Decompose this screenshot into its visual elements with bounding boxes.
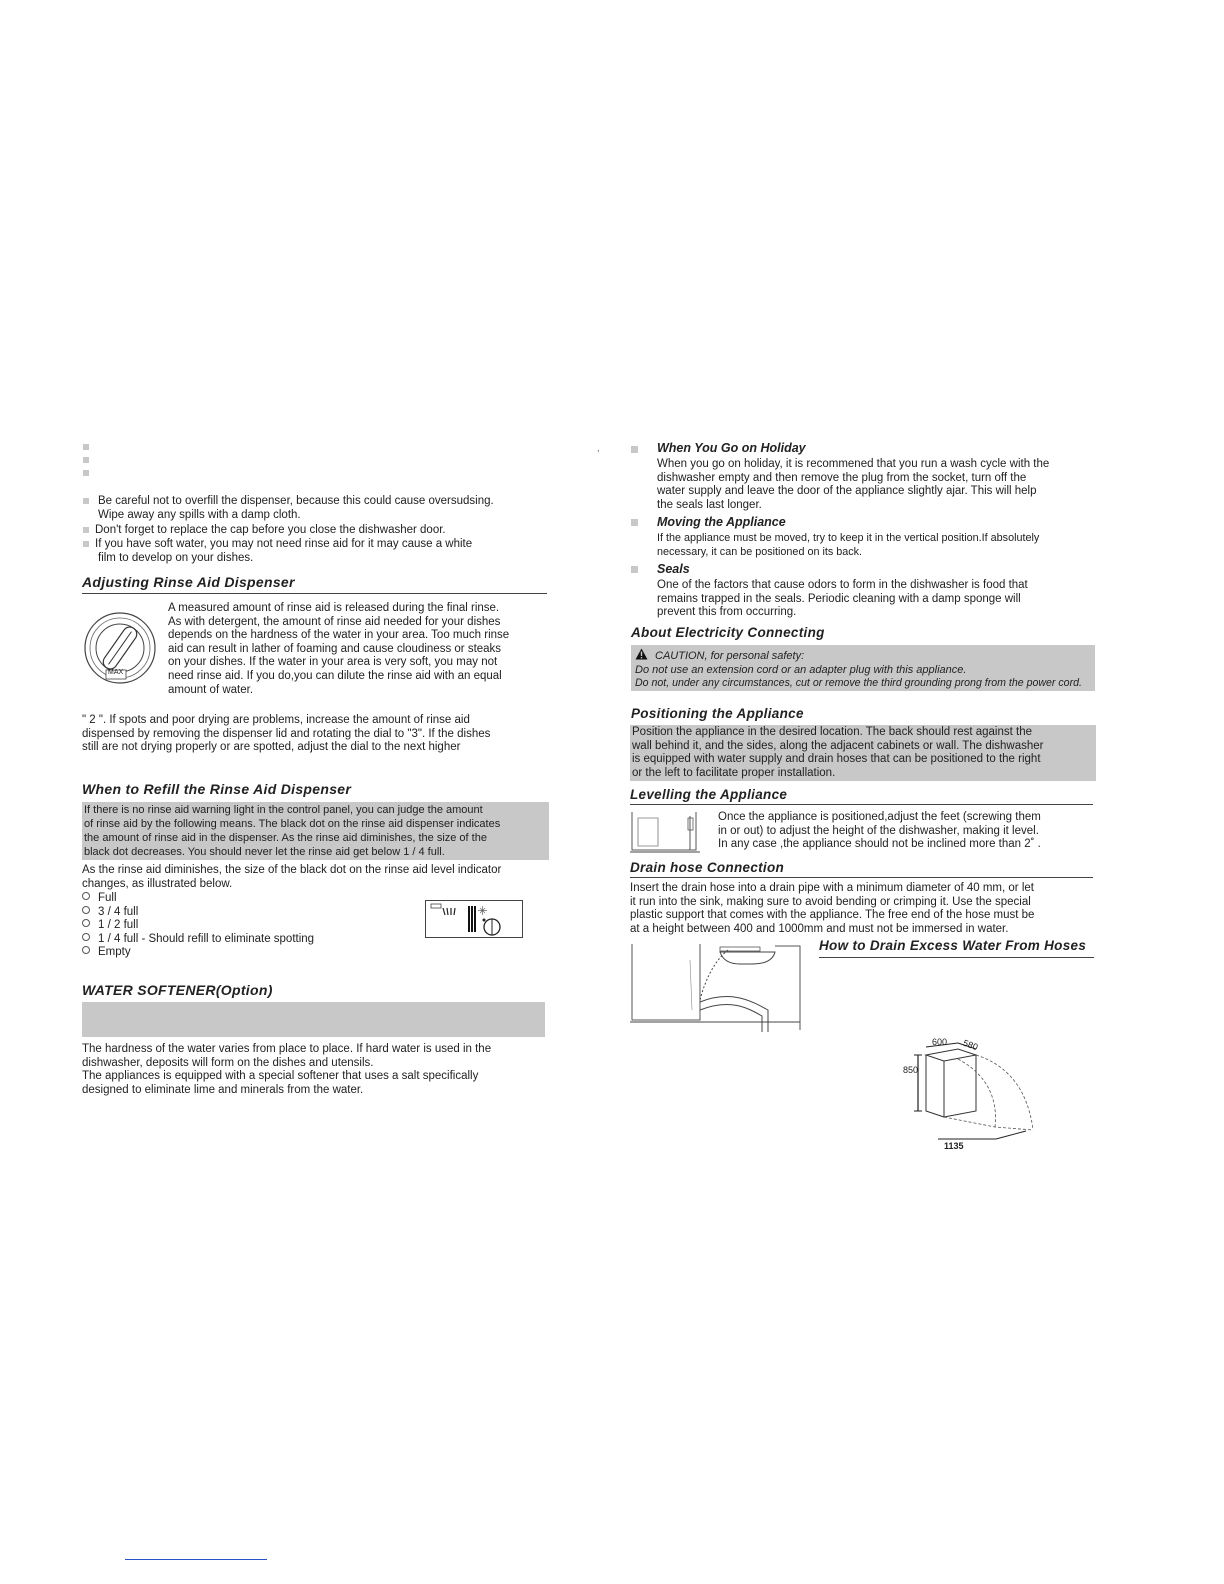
text-line: depends on the hardness of the water in your area. Too much rinse — [168, 629, 510, 642]
dial-max-label: MAX — [108, 669, 124, 676]
circle-bullet-icon — [82, 892, 90, 900]
seals-title: Seals — [657, 562, 690, 576]
adjust-dial-paragraph — [82, 714, 552, 755]
list-item: 1 / 4 full - Should refill to eliminate spotting — [82, 933, 412, 947]
positioning-box — [630, 725, 1096, 781]
text-line: at a height between 400 and 1000mm and must not be immersed in water. — [630, 922, 1009, 935]
text-line: plastic support that comes with the appliance. The free end of the hose must be — [630, 909, 1035, 922]
text-line: of rinse aid by the following means. The black dot on the rinse aid dispenser indicates — [84, 818, 501, 830]
bullet-line: Wipe away any spills with a damp cloth. — [98, 508, 301, 521]
text-line: water supply and leave the door of the appliance slightly ajar. This will help — [657, 485, 1037, 498]
adjust-paragraph — [168, 602, 558, 697]
levelling-diagram — [630, 810, 700, 854]
section-heading-softener: WATER SOFTENER(Option) — [82, 982, 273, 998]
rinse-level-indicator-icon — [425, 900, 523, 938]
text-line: Insert the drain hose into a drain pipe with a minimum diameter of 40 mm, or let — [630, 882, 1034, 894]
section-heading-electricity: About Electricity Connecting — [631, 625, 825, 640]
empty-bullet — [83, 470, 89, 476]
levelling-paragraph — [718, 811, 1098, 852]
text-line: it run into the sink, making sure to avoid bending or crimping it. Use the special — [630, 895, 1031, 908]
text-line: the amount of rinse aid in the dispenser. As the rinse aid diminishes, the size of the — [84, 832, 487, 844]
bullet-line: film to develop on your dishes. — [98, 551, 254, 564]
rinse-dial-icon — [80, 610, 160, 686]
circle-bullet-icon — [82, 933, 90, 941]
section-heading-positioning: Positioning the Appliance — [631, 706, 804, 721]
text-line: dishwasher, deposits will form on the dishes and utensils. — [82, 1056, 374, 1069]
list-item: Empty — [82, 946, 412, 960]
text-line: aid can result in lather of foaming and cause cloudiness or steaks — [168, 642, 502, 655]
height-label: 850 — [903, 1065, 919, 1075]
text-line: dishwasher empty and then remove the plug from the socket, turn off the — [657, 471, 1027, 484]
section-heading-adjust: Adjusting Rinse Aid Dispenser — [82, 574, 547, 594]
circle-bullet-icon — [82, 919, 90, 927]
drain-hose-diagram — [630, 940, 805, 1032]
list-item: Full — [82, 892, 412, 906]
circle-bullet-icon — [82, 906, 90, 914]
warning-triangle-icon — [635, 648, 648, 660]
text-line: One of the factors that cause odors to form in the dishwasher is food that — [657, 579, 1028, 591]
seals-paragraph — [657, 579, 1102, 620]
caution-title-row: CAUTION, for personal safety: — [635, 648, 804, 663]
text-line: the seals last longer. — [657, 498, 762, 511]
refill-info-box — [82, 802, 549, 860]
bullet-line: If you have soft water, you may not need rinse aid for it may cause a white — [95, 538, 473, 550]
text-line: is equipped with water supply and drain hoses that can be positioned to the right — [632, 753, 1041, 766]
bullet-line: Be careful not to overfill the dispenser, because this could cause oversudsing. — [98, 495, 494, 507]
bullet-line: Don't forget to replace the cap before you close the dishwasher door. — [95, 524, 446, 536]
text-line: As with detergent, the amount of rinse aid needed for your dishes — [168, 615, 501, 628]
section-heading-refill: When to Refill the Rinse Aid Dispenser — [82, 781, 352, 797]
bullet-overfill — [83, 495, 553, 522]
list-item: 1 / 2 full — [82, 919, 412, 933]
text-line: If there is no rinse aid warning light in the control panel, you can judge the amount — [84, 804, 483, 816]
text-line: Position the appliance in the desired location. The back should rest against the — [632, 726, 1032, 738]
text-line: changes, as illustrated below. — [82, 877, 233, 890]
text-line: remains trapped in the seals. Periodic cleaning with a damp sponge will — [657, 592, 1021, 605]
text-line: dispensed by removing the dispenser lid and rotating the dial to "3". If the dishes — [82, 727, 491, 740]
text-line: amount of water. — [168, 683, 254, 696]
empty-bullet — [83, 444, 89, 450]
text-line: still are not drying properly or are spotted, adjust the dial to the next higher — [82, 741, 461, 754]
square-bullet-icon — [631, 446, 638, 453]
text-line: wall behind it, and the sides, along the adjacent cabinets or wall. The dishwasher — [632, 739, 1044, 752]
text-line: When you go on holiday, it is recommened that you run a wash cycle with the — [657, 458, 1050, 470]
list-item: 3 / 4 full — [82, 906, 412, 920]
text-line: on your dishes. If the water in your area is very soft, you may not — [168, 656, 498, 669]
depth-label: 580 — [961, 1037, 980, 1053]
circle-bullet-icon — [82, 946, 90, 954]
empty-bullet — [83, 457, 89, 463]
holiday-title: When You Go on Holiday — [657, 441, 806, 455]
softener-paragraph — [82, 1043, 552, 1097]
bullet-soft-water — [83, 538, 553, 565]
text-line: necessary, it can be positioned on its back. — [657, 545, 863, 558]
square-bullet-icon — [631, 519, 638, 526]
caution-box — [631, 645, 1095, 691]
excess-water-heading: How to Drain Excess Water From Hoses — [819, 938, 1094, 958]
holiday-paragraph — [657, 458, 1102, 512]
text-line: The hardness of the water varies from place to place. If hard water is used in the — [82, 1043, 492, 1055]
text-line: or the left to facilitate proper installation. — [632, 766, 836, 779]
text-line: " 2 ". If spots and poor drying are problems, increase the amount of rinse aid — [82, 714, 470, 726]
bullet-cap — [83, 524, 553, 538]
width-label: 600 — [932, 1037, 948, 1047]
stray-mark: , — [597, 443, 600, 453]
moving-paragraph — [657, 532, 1102, 559]
caution-line: Do not, under any circumstances, cut or remove the third grounding prong from the power cord. — [635, 677, 1082, 689]
section-heading-drain: Drain hose Connection — [630, 860, 1093, 878]
rinse-level-list — [82, 892, 412, 960]
text-line: In any case ,the appliance should not be inclined more than 2˚ . — [718, 838, 1041, 851]
moving-title: Moving the Appliance — [657, 515, 786, 529]
text-line: need rinse aid. If you do,you can dilute the rinse aid with an equal — [168, 669, 502, 682]
text-line: Once the appliance is positioned,adjust the feet (screwing them — [718, 811, 1041, 823]
text-line: designed to eliminate lime and minerals from the water. — [82, 1083, 364, 1096]
text-line: in or out) to adjust the height of the dishwasher, making it level. — [718, 824, 1039, 837]
text-line: If the appliance must be moved, try to keep it in the vertical position.If absolutely — [657, 532, 1040, 544]
text-line: As the rinse aid diminishes, the size of the black dot on the rinse aid level indicator — [82, 864, 502, 876]
caution-line: Do not use an extension cord or an adapter plug with this appliance. — [635, 664, 967, 676]
square-bullet-icon — [631, 566, 638, 573]
section-heading-levelling: Levelling the Appliance — [630, 787, 1093, 805]
refill-paragraph — [82, 864, 552, 891]
softener-gray-box — [82, 1002, 545, 1037]
text-line: A measured amount of rinse aid is released during the final rinse. — [168, 602, 500, 614]
door-open-label: 1135 — [944, 1141, 964, 1151]
text-line: black dot decreases. You should never let the rinse aid get below 1 / 4 full. — [84, 846, 445, 858]
dimension-diagram — [898, 1035, 1048, 1150]
footer-link-underline — [125, 1559, 267, 1560]
text-line: prevent this from occurring. — [657, 606, 797, 619]
drain-paragraph — [630, 882, 1100, 936]
text-line: The appliances is equipped with a special softener that uses a salt specifically — [82, 1070, 479, 1083]
